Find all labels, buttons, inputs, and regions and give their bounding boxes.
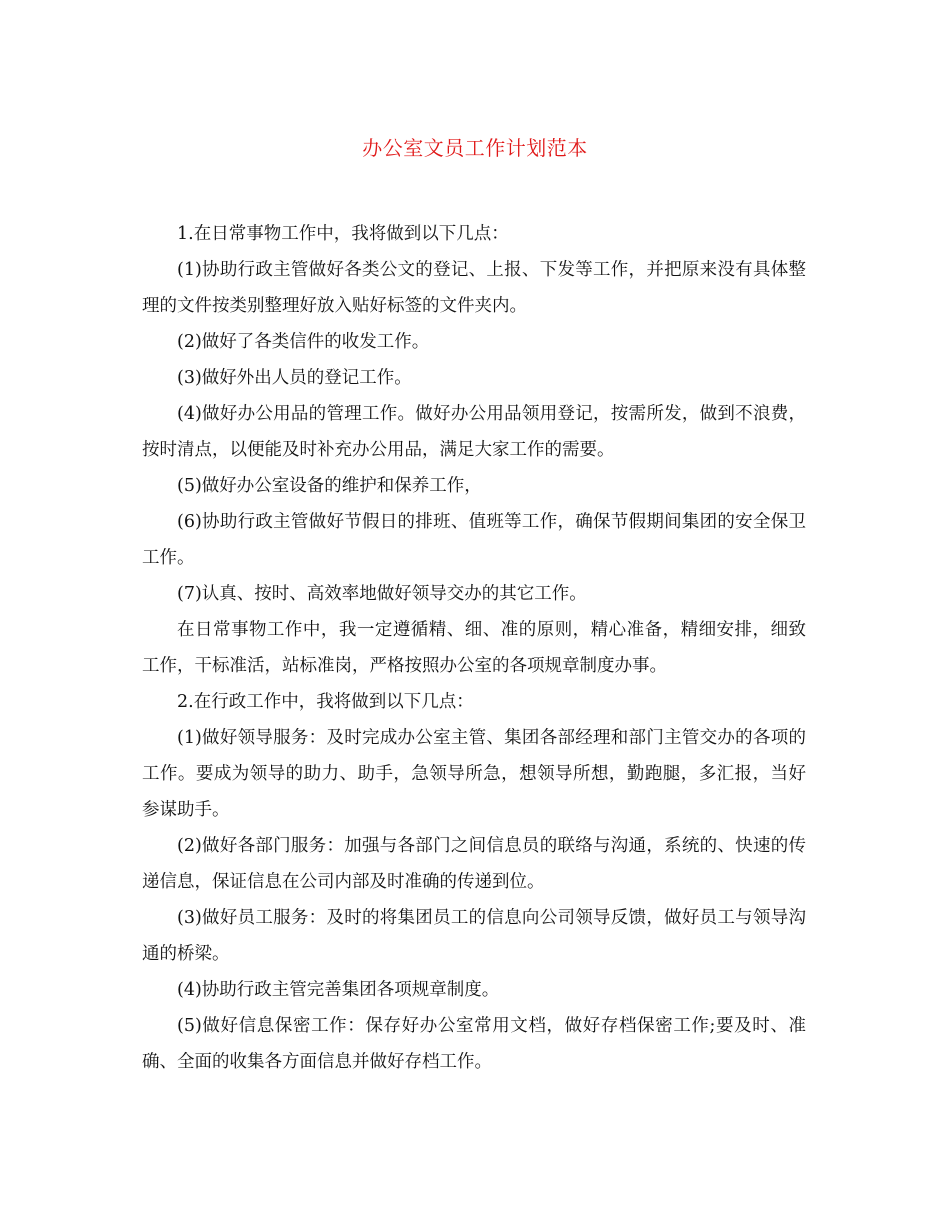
- paragraph: (4)做好办公用品的管理工作。做好办公用品领用登记，按需所发，做到不浪费，按时清点，以便能及时补充办公用品，满足大家工作的需要。: [142, 404, 806, 460]
- paragraph: 在日常事物工作中，我一定遵循精、细、准的原则，精心准备，精细安排，细致工作，干标准活，站标准岗，严格按照办公室的各项规章制度办事。: [142, 620, 806, 676]
- paragraph: (5)做好办公室设备的维护和保养工作，: [177, 476, 482, 496]
- paragraph: (2)做好了各类信件的收发工作。: [177, 332, 430, 352]
- paragraph: (4)协助行政主管完善集团各项规章制度。: [177, 980, 500, 1000]
- paragraph: (7)认真、按时、高效率地做好领导交办的其它工作。: [177, 584, 587, 604]
- paragraph: 2.在行政工作中，我将做到以下几点：: [177, 692, 474, 712]
- paragraph: (5)做好信息保密工作：保存好办公室常用文档，做好存档保密工作;要及时、准确、全面的收集各方面信息并做好存档工作。: [142, 1016, 806, 1072]
- paragraph: (6)协助行政主管做好节假日的排班、值班等工作，确保节假期间集团的安全保卫工作。: [142, 512, 806, 568]
- document-body: [142, 216, 806, 1080]
- paragraph: (3)做好员工服务：及时的将集团员工的信息向公司领导反馈，做好员工与领导沟通的桥梁。: [142, 908, 806, 964]
- paragraph: (1)做好领导服务：及时完成办公室主管、集团各部经理和部门主管交办的各项的工作。要成为领导的助力、助手，急领导所急，想领导所想，勤跑腿，多汇报，当好参谋助手。: [142, 728, 806, 820]
- paragraph: (2)做好各部门服务：加强与各部门之间信息员的联络与沟通，系统的、快速的传递信息，保证信息在公司内部及时准确的传递到位。: [142, 836, 806, 892]
- document-title: 办公室文员工作计划范本: [362, 136, 588, 160]
- paragraph: (3)做好外出人员的登记工作。: [177, 368, 412, 388]
- paragraph: 1.在日常事物工作中，我将做到以下几点：: [177, 224, 509, 244]
- paragraph: (1)协助行政主管做好各类公文的登记、上报、下发等工作，并把原来没有具体整理的文件按类别整理好放入贴好标签的文件夹内。: [142, 260, 806, 316]
